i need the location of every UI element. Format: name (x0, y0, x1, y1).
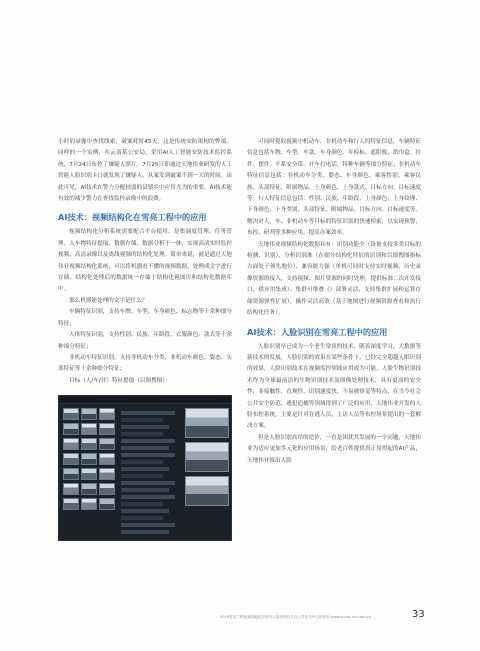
paragraph: 人体特征识别，支持性别、民族、年龄段、衣服颜色、款式等十余种细分特征； (58, 332, 232, 350)
paragraph: 车辆特征识别，支持车牌、车型、车身颜色、标志物等十余种细分特征； (58, 309, 232, 327)
section-heading: AI技术：人脸识别在雪亮工程中的应用 (247, 326, 388, 337)
screenshot-detail-panel (185, 408, 229, 536)
paragraph: 可同时提取视频中机动车、非机动车和行人的特征信息，车辆特征信息包括车牌、车型、车款、车身颜色、年检标、遮阳板、纸巾盒、挂件、摆件、不系安全带、开车打电话、特种车辆等细分特征；非机动车特征信息包括：非机动车分类、姿态、车身颜色、乘客性别、乘客民族、头部特征、附属物品、上身颜色、上身款式、目标方向、目标速度等。行人特征信息包括：性别、民族、年龄段、上身颜色、上身纹理、下身颜色、下身类别、头部特征、附属物品、目标方向、目标速度等。解决对人、车、非机动车等目标的特征识别的快速检索，以实现预警、布控、研判等多种应用，提高办案效率。 (247, 139, 421, 237)
screenshot-results-list (121, 408, 181, 536)
section-heading: AI技术：视频结构化在雪亮工程中的应用 (58, 212, 207, 223)
paragraph: 人脸识别早已成为一个老生常谈的技术，随着深度学习，大数据等新技术的发展，人脸识别的效果在某些条件下，已经完全超越人眼识别的效果，人脸识别技术在视频监控领域应用成为可能。人脸生物识别技术作为全球最前沿的生物识别技术及图像处理技术，具有更高的安全性、非接触性、直观性、识别速度快、不易被察觉等特点，在当今社会公共安全防范、逃犯追捕等领域得到了广泛的应用。天地伟业开发的人脸布控系统，主要是针对在逃人员、上访人员等布控场景提出的一套解决方案。 (247, 343, 421, 430)
footer-text: 2019雪亮工程视频智能化应用与人脸识别技术在公共安全中心的应用 www.china-ctv.com.cn (220, 615, 372, 619)
software-screenshot-image (58, 395, 232, 541)
left-column (58, 137, 232, 541)
paragraph: 非机动车特征识别，支持非机动车分类、非机动车颜色、姿态、头部特征等十余种细分特征； (58, 354, 232, 373)
paragraph: 视频结构化分析系统需要配合平台使用，是集调度管理、任务管理、人车物特征提取、数据存储、数据分析于一体，实现高清实时监控视频、高清录像以及离线视频的结构化处理。简单来说，就是通过天地伟业视频结构化系统，可以将机器看不懂的视频数据，处理成文字进行存储。结构化处理后的数据统一存储于结构化视图库和结构化数据库中。 (58, 229, 232, 293)
page-number: 33 (412, 609, 425, 620)
right-column (247, 137, 421, 467)
paragraph: 目标（人/车/非）特征提取（以图搜图）： (69, 377, 171, 384)
paragraph: 小时的录像中查找线索，破案耗时45天，这是传统安防架构的弊端。同样的一个实例，在云南某公安局，采用AI人工智能安防技术监控系统，7月24日布控了嫌疑人照片，7月25日即通过天地伟业研发的人工智能人脸识别卡口就发现了嫌疑人，从案发到破案不到一天的时间。由此可见，AI技术在警力分配较弱的县镇乡中应用尤为的重要。AI技术能有效的减少警力在查找监控录像中的浪费。 (58, 139, 232, 203)
screenshot-titlebar (59, 396, 231, 404)
paragraph: 天地伟业视频结构化数据具有：识别功能全（设备支持多类目标的检测、识别）、分析识别准（在细分结构化特征的识别和以图搜图指标方面处于领先地位）、兼容能力强（单机可同时支持实时视频、历史录像资源的接入，支持视频、图片资源的同时处理，提供标准二次开发接口，供应用集成）、集群可堆叠（）部署灵活，支持集群扩展和运算存储资源弹性扩展），操作灵活高效（基于地图进行视频资源查看和执行结构化任务）。 (247, 241, 421, 317)
screenshot-thumbnail-panel (63, 408, 117, 536)
paragraph: 但是人脸识别高昂的造价，一直是困扰其发展的一个问题，天地伟业为适应更加多元化的应用场景，给老百姓提供真正用得起的AI产品，天地伟业推出人脸 (247, 434, 421, 464)
paragraph: 那么机器能处理的文字是什么？ (69, 297, 148, 304)
